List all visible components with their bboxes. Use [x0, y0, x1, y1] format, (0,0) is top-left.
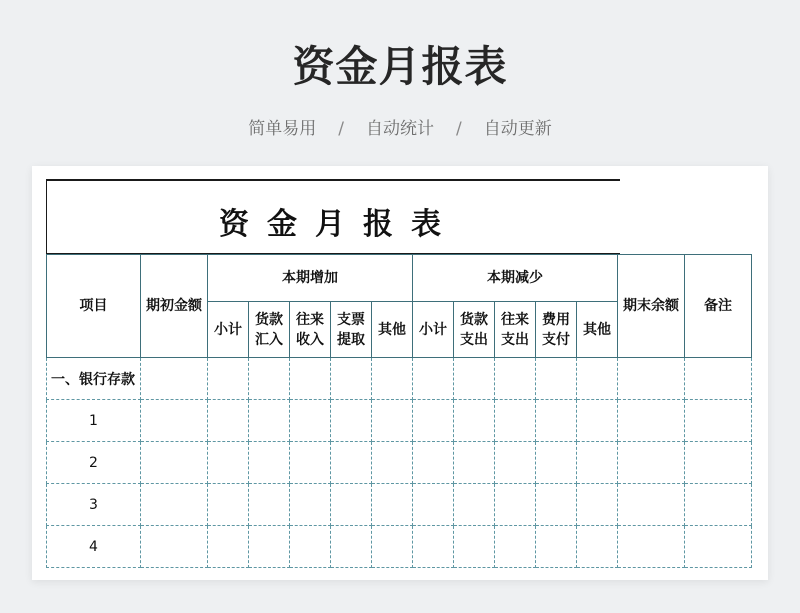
table-cell[interactable]: [249, 526, 290, 568]
table-cell[interactable]: [141, 358, 208, 400]
col-header-inc-2: 往来 收入: [290, 302, 331, 358]
table-cell[interactable]: [372, 484, 413, 526]
table-cell[interactable]: [577, 400, 618, 442]
tag-auto-update: 自动更新: [483, 119, 552, 139]
table-cell[interactable]: [454, 526, 495, 568]
table-cell[interactable]: [413, 526, 454, 568]
col-header-dec-1: 货款 支出: [454, 302, 495, 358]
table-cell[interactable]: [413, 400, 454, 442]
row-label: 4: [47, 526, 141, 568]
table-cell[interactable]: [208, 526, 249, 568]
tag-auto-stat: 自动统计: [366, 119, 434, 139]
table-cell[interactable]: [331, 442, 372, 484]
table-cell[interactable]: [372, 400, 413, 442]
table-cell[interactable]: [536, 442, 577, 484]
table-cell[interactable]: [249, 400, 290, 442]
table-cell[interactable]: [249, 358, 290, 400]
table-cell[interactable]: [577, 484, 618, 526]
table-cell[interactable]: [685, 400, 752, 442]
table-cell[interactable]: [372, 358, 413, 400]
table-row: [47, 484, 752, 526]
table-cell[interactable]: [141, 484, 208, 526]
table-cell[interactable]: [208, 442, 249, 484]
table-cell[interactable]: [290, 526, 331, 568]
col-header-closing: 期末余额: [618, 255, 685, 358]
sheet-title-box: [46, 179, 620, 254]
table-cell[interactable]: [331, 400, 372, 442]
table-cell[interactable]: [618, 358, 685, 400]
table-cell[interactable]: [208, 400, 249, 442]
table-cell[interactable]: [454, 442, 495, 484]
table-cell[interactable]: [290, 400, 331, 442]
col-header-dec-2: 往来 支出: [495, 302, 536, 358]
col-header-inc-1: 货款 汇入: [249, 302, 290, 358]
table-cell[interactable]: [141, 526, 208, 568]
table-cell[interactable]: [454, 400, 495, 442]
col-header-inc-0: 小计: [208, 302, 249, 358]
col-header-dec-0: 小计: [413, 302, 454, 358]
table-row: [47, 442, 752, 484]
col-group-increase: 本期增加: [208, 255, 413, 302]
table-cell[interactable]: [536, 358, 577, 400]
col-header-remark: 备注: [685, 255, 752, 358]
tag-separator: /: [456, 119, 462, 139]
table-cell[interactable]: [618, 442, 685, 484]
table-cell[interactable]: [413, 442, 454, 484]
table-cell[interactable]: [618, 526, 685, 568]
page-title: 资金月报表: [292, 42, 508, 91]
col-header-item: 项目: [47, 255, 141, 358]
table-cell[interactable]: [454, 358, 495, 400]
table-cell[interactable]: [536, 484, 577, 526]
tag-separator: /: [338, 119, 344, 139]
table-cell[interactable]: [536, 526, 577, 568]
table-cell[interactable]: [495, 484, 536, 526]
table-cell[interactable]: [290, 358, 331, 400]
sheet-title: 资金月报表: [219, 207, 459, 242]
table-cell[interactable]: [208, 358, 249, 400]
table-cell[interactable]: [577, 442, 618, 484]
table-cell[interactable]: [495, 358, 536, 400]
table-cell[interactable]: [290, 484, 331, 526]
report-table: [46, 254, 752, 568]
table-cell[interactable]: [618, 484, 685, 526]
table-cell[interactable]: [141, 400, 208, 442]
table-cell[interactable]: [495, 526, 536, 568]
row-label: 3: [47, 484, 141, 526]
col-header-dec-3: 费用 支付: [536, 302, 577, 358]
table-cell[interactable]: [290, 442, 331, 484]
col-header-opening: 期初金额: [141, 255, 208, 358]
table-row: [47, 400, 752, 442]
tag-easy: 简单易用: [248, 119, 317, 139]
table-cell[interactable]: [536, 400, 577, 442]
table-cell[interactable]: [685, 442, 752, 484]
col-header-dec-4: 其他: [577, 302, 618, 358]
table-cell[interactable]: [618, 400, 685, 442]
table-cell[interactable]: [141, 442, 208, 484]
table-cell[interactable]: [577, 358, 618, 400]
table-row: [47, 358, 752, 400]
table-cell[interactable]: [413, 358, 454, 400]
table-cell[interactable]: [331, 358, 372, 400]
table-cell[interactable]: [495, 400, 536, 442]
table-cell[interactable]: [413, 484, 454, 526]
table-cell[interactable]: [685, 358, 752, 400]
table-cell[interactable]: [249, 442, 290, 484]
col-header-inc-3: 支票 提取: [331, 302, 372, 358]
table-cell[interactable]: [495, 442, 536, 484]
report-sheet: [32, 166, 768, 580]
col-group-decrease: 本期减少: [413, 255, 618, 302]
table-cell[interactable]: [249, 484, 290, 526]
table-cell[interactable]: [577, 526, 618, 568]
table-cell[interactable]: [372, 526, 413, 568]
table-cell[interactable]: [454, 484, 495, 526]
table-cell[interactable]: [685, 526, 752, 568]
row-label: 1: [47, 400, 141, 442]
row-label: 一、银行存款: [47, 358, 141, 400]
table-cell[interactable]: [372, 442, 413, 484]
col-header-inc-4: 其他: [372, 302, 413, 358]
feature-tags: [0, 114, 800, 139]
table-cell[interactable]: [331, 526, 372, 568]
row-label: 2: [47, 442, 141, 484]
table-cell[interactable]: [685, 484, 752, 526]
table-row: [47, 526, 752, 568]
table-cell[interactable]: [208, 484, 249, 526]
table-cell[interactable]: [331, 484, 372, 526]
